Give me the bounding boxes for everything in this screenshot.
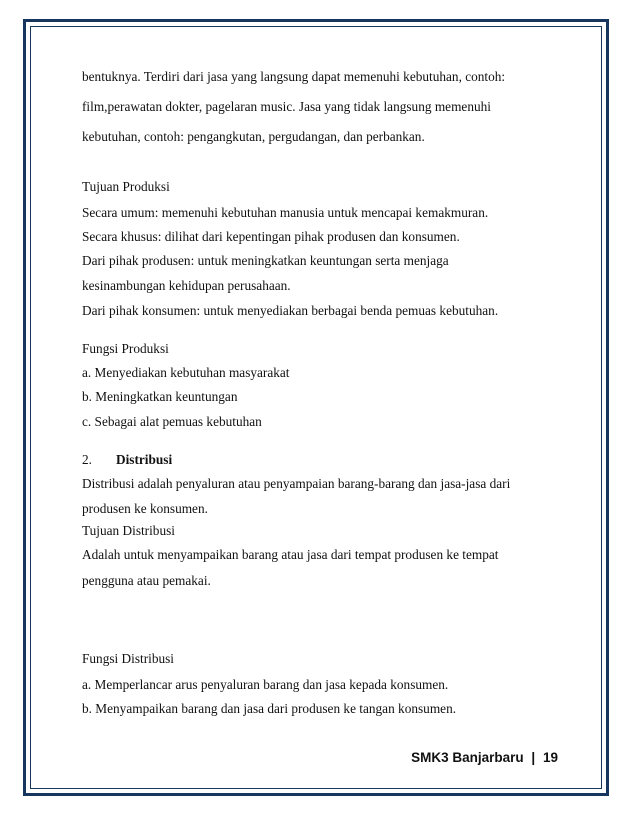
tujuan-produksi-line: Dari pihak produsen: untuk meningkatkan keuntungan serta menjaga (82, 253, 449, 268)
page-footer (411, 750, 558, 765)
fungsi-produksi-item: a. Menyediakan kebutuhan masyarakat (82, 365, 290, 380)
distribusi-definition-line: produsen ke konsumen. (82, 501, 208, 516)
fungsi-distribusi-heading: Fungsi Distribusi (82, 651, 174, 666)
fungsi-distribusi-item: b. Menyampaikan barang dan jasa dari produsen ke tangan konsumen. (82, 701, 457, 716)
fungsi-distribusi-item: a. Memperlancar arus penyaluran barang dan jasa kepada konsumen. (82, 677, 449, 692)
tujuan-distribusi-line: Adalah untuk menyampaikan barang atau jasa dari tempat produsen ke tempat (82, 547, 499, 562)
tujuan-produksi-line: Secara umum: memenuhi kebutuhan manusia untuk mencapai kemakmuran. (82, 205, 489, 220)
tujuan-produksi-line: Dari pihak konsumen: untuk menyediakan berbagai benda pemuas kebutuhan. (82, 303, 499, 318)
paragraph-line: kebutuhan, contoh: pengangkutan, pergudangan, dan perbankan. (82, 129, 425, 144)
paragraph-line: film,perawatan dokter, pagelaran music. Jasa yang tidak langsung memenuhi (82, 99, 491, 114)
tujuan-distribusi-line: pengguna atau pemakai. (82, 573, 211, 588)
footer-label: SMK3 Banjarbaru (411, 750, 524, 765)
section-2-heading (82, 451, 172, 469)
tujuan-produksi-line: Secara khusus: dilihat dari kepentingan pihak produsen dan konsumen. (82, 229, 460, 244)
page-number: 19 (542, 750, 558, 765)
distribusi-definition-line: Distribusi adalah penyaluran atau penyampaian barang-barang dan jasa-jasa dari (82, 476, 511, 491)
section-title: Distribusi (116, 452, 173, 467)
fungsi-produksi-item: c. Sebagai alat pemuas kebutuhan (82, 414, 262, 429)
tujuan-distribusi-heading: Tujuan Distribusi (82, 523, 175, 538)
tujuan-produksi-heading: Tujuan Produksi (82, 179, 170, 194)
fungsi-produksi-item: b. Meningkatkan keuntungan (82, 389, 238, 404)
paragraph-line: bentuknya. Terdiri dari jasa yang langsung dapat memenuhi kebutuhan, contoh: (82, 69, 506, 84)
footer-separator: | (531, 750, 536, 765)
section-number: 2. (82, 452, 92, 467)
tujuan-produksi-line: kesinambungan kehidupan perusahaan. (82, 278, 291, 293)
fungsi-produksi-heading: Fungsi Produksi (82, 341, 169, 356)
